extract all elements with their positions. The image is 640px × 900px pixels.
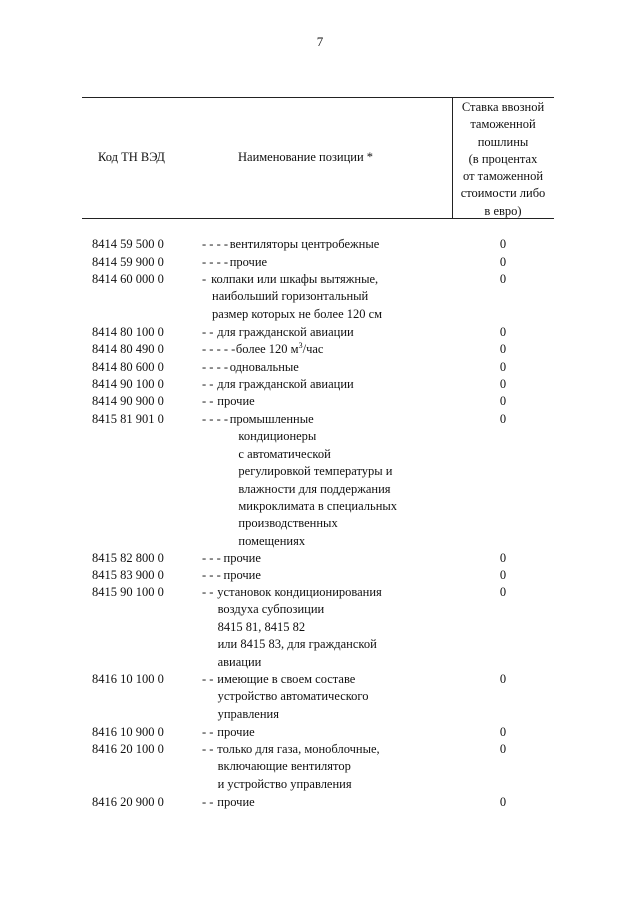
tariff-code: 8414 80 490 0 [92,342,164,356]
position-name: размер которых не более 120 см [212,306,383,321]
duty-rate: 0 [499,585,507,599]
tariff-code: 8416 20 100 0 [92,742,164,756]
tariff-code: 8414 80 600 0 [92,360,164,374]
level-dashes: - - [202,672,214,686]
tariff-code: 8414 90 100 0 [92,377,164,391]
position-name: колпаки или шкафы вытяжные, [211,272,379,286]
duty-rate: 0 [499,742,507,756]
level-dashes: - - [202,394,214,408]
level-dashes: - - - [202,551,221,565]
position-name: промышленные [229,412,314,426]
tariff-code: 8414 90 900 0 [92,394,164,408]
tariff-code: 8416 20 900 0 [92,795,164,809]
tariff-code: 8415 83 900 0 [92,568,164,582]
tariff-code: 8415 82 800 0 [92,551,164,565]
header-rate-line: пошлины [477,134,529,149]
position-name: имеющие в своем составе [217,672,356,686]
duty-rate: 0 [499,795,507,809]
position-name: 8415 81, 8415 82 [217,619,306,634]
header-rate-line: от таможенной [462,169,544,184]
duty-rate: 0 [499,272,507,286]
page-number: 7 [316,34,324,49]
position-name: прочие [217,394,255,408]
header-rate-line: таможенной [470,117,536,132]
position-name: и устройство управления [217,776,352,791]
position-name: регулировкой температуры и [238,464,393,479]
position-name: влажности для поддержания [238,481,391,496]
position-name: для гражданской авиации [217,325,354,339]
position-name: кондиционеры [238,429,317,444]
duty-rate: 0 [499,377,507,391]
position-name: вентиляторы центробежные [229,237,380,251]
position-name: прочие [223,568,261,582]
header-rate [452,99,554,220]
duty-rate: 0 [499,551,507,565]
tariff-code: 8414 59 900 0 [92,255,164,269]
tariff-code: 8414 60 000 0 [92,272,164,286]
duty-rate: 0 [499,255,507,269]
position-name: помещениях [238,533,306,548]
position-name: авиации [217,654,262,669]
tariff-code: 8415 90 100 0 [92,585,164,599]
level-dashes: - - - - - [202,342,236,356]
level-dashes: - - [202,325,214,339]
duty-rate: 0 [499,394,507,408]
position-name: для гражданской авиации [217,377,354,391]
level-dashes: - - [202,742,214,756]
duty-rate: 0 [499,237,507,251]
table-top-rule [82,97,554,98]
position-name: производственных [238,516,338,531]
level-dashes: - - [202,377,214,391]
tariff-code: 8414 59 500 0 [92,237,164,251]
header-code: Код ТН ВЭД [98,150,165,164]
level-dashes: - - [202,795,214,809]
header-rate-line: (в процентах [468,151,538,166]
position-name: с автоматической [238,446,331,461]
level-dashes: - - - - [202,412,229,426]
duty-rate: 0 [499,342,507,356]
duty-rate: 0 [499,725,507,739]
position-name: более 120 $м^3$/час [235,340,324,356]
header-rate-line: Ставка ввозной [461,100,545,114]
level-dashes: - - [202,585,214,599]
position-name: микроклимата в специальных [238,499,398,513]
level-dashes: - - - [202,568,221,582]
position-name: прочие [217,795,255,809]
position-name: установок кондиционирования [217,585,382,599]
level-dashes: - - [202,725,214,739]
position-name: воздуха субпозиции [217,602,325,617]
position-name: включающие вентилятор [217,759,351,774]
duty-rate: 0 [499,568,507,582]
level-dashes: - - - - [202,360,229,374]
level-dashes: - [202,272,207,286]
position-name: устройство автоматического [217,689,369,704]
level-dashes: - - - - [202,255,229,269]
position-name: или 8415 83, для гражданской [217,637,377,652]
tariff-code: 8416 10 100 0 [92,672,164,686]
level-dashes: - - - - [202,237,229,251]
tariff-code: 8416 10 900 0 [92,725,164,739]
header-rate-line: в евро) [484,203,522,218]
duty-rate: 0 [499,360,507,374]
position-name: прочие [217,725,255,739]
position-name: одновальные [229,360,299,374]
header-name: Наименование позиции * [238,150,374,164]
tariff-code: 8415 81 901 0 [92,412,164,426]
position-name: наибольший горизонтальный [212,289,369,304]
position-name: управления [217,706,279,721]
tariff-code: 8414 80 100 0 [92,325,164,339]
header-rate-line: стоимости либо [460,186,546,201]
position-name: прочие [223,551,261,565]
position-name: прочие [229,255,268,269]
duty-rate: 0 [499,672,507,686]
duty-rate: 0 [499,412,507,426]
duty-rate: 0 [499,325,507,339]
position-name: только для газа, моноблочные, [217,742,380,756]
